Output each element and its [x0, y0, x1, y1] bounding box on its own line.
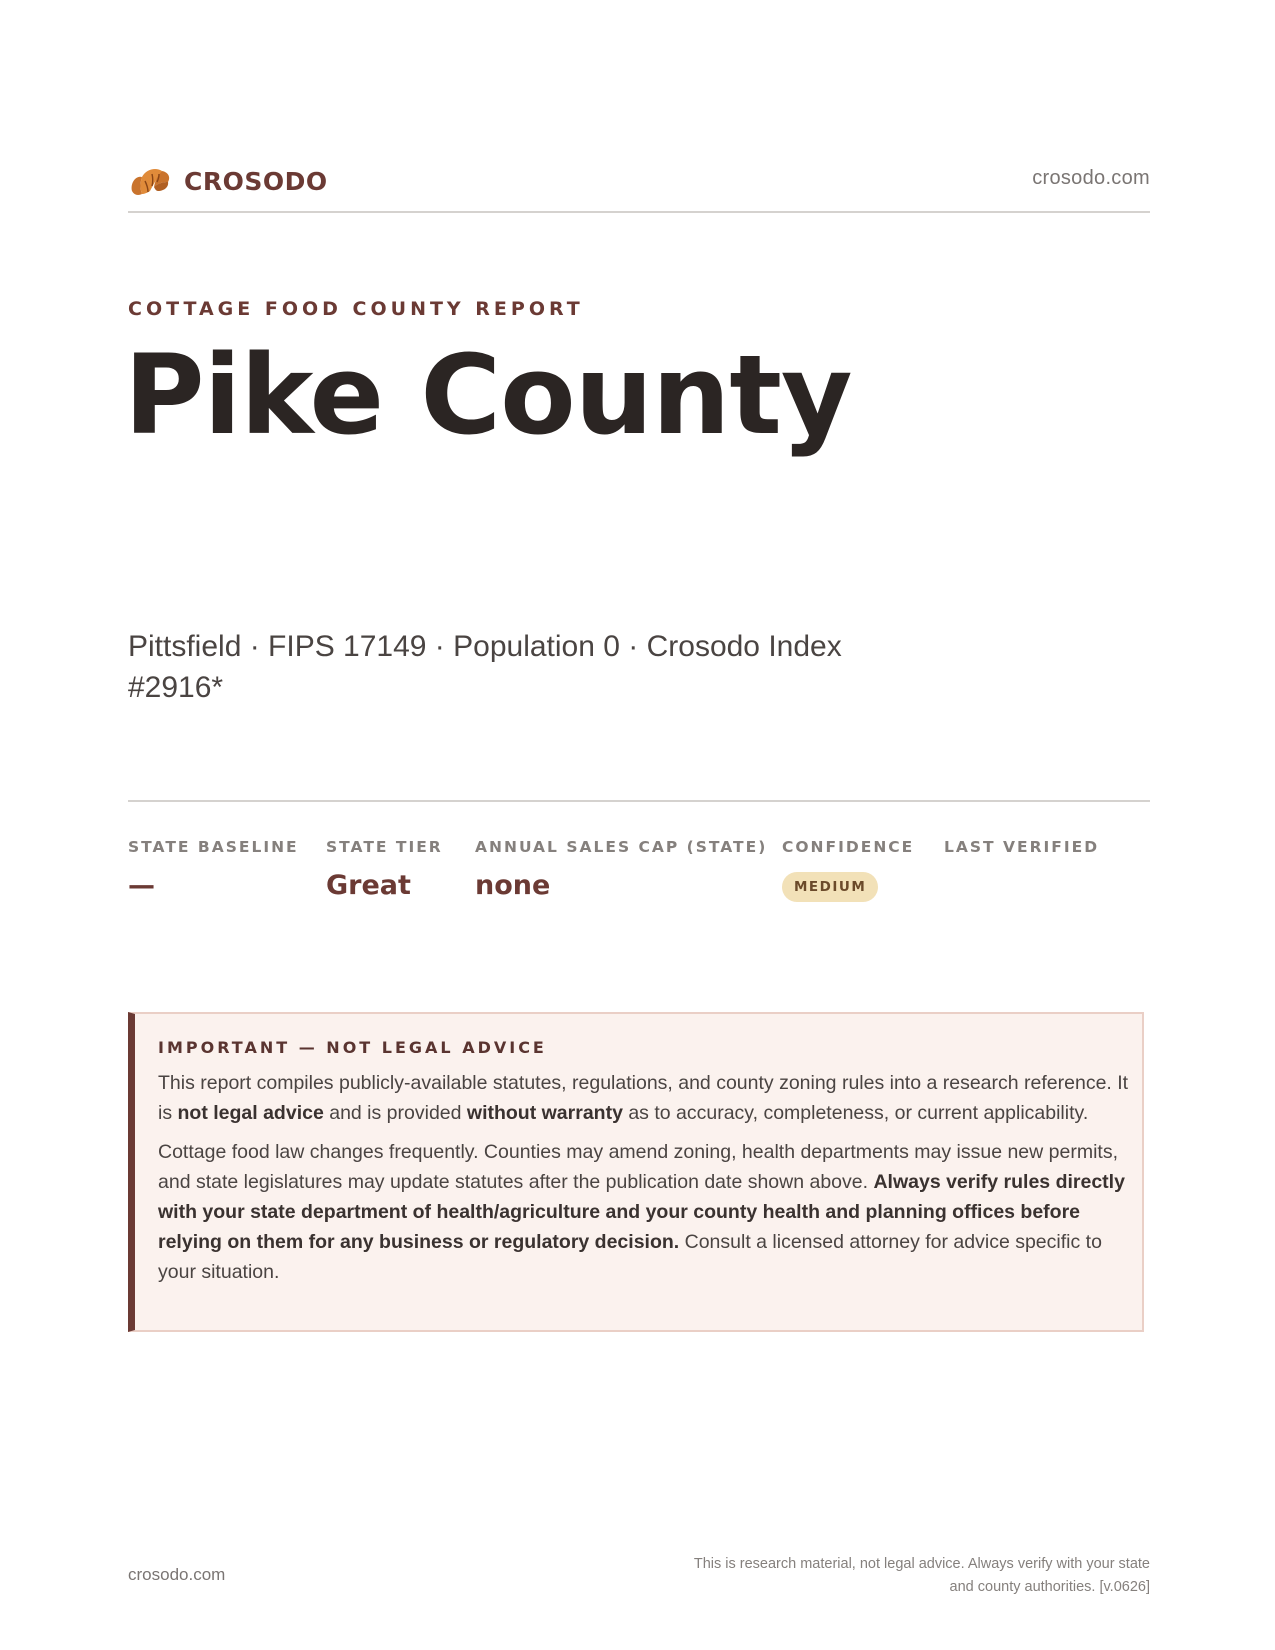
page-title: Pike County: [124, 331, 852, 459]
report-page: [124, 0, 1150, 1650]
notice-emphasis: Always verify rules directly with your state department of health/agriculture and your county health and planning offices before relying on them for any business or regulatory decision.: [158, 1171, 1125, 1253]
croissant-icon: [128, 161, 172, 201]
stat-label: STATE TIER: [326, 838, 443, 856]
notice-text: This report compiles publicly-available statutes, regulations, and county zoning rules into a research reference. It is: [158, 1072, 1129, 1124]
notice-paragraph: [158, 1137, 1133, 1287]
footer-disclaimer-line: This is research material, not legal advice. Always verify with your state: [693, 1556, 1150, 1572]
report-eyebrow: COTTAGE FOOD COUNTY REPORT: [128, 298, 584, 320]
notice-title: IMPORTANT — NOT LEGAL ADVICE: [158, 1038, 547, 1057]
notice-emphasis: not legal advice: [177, 1102, 324, 1124]
brand-logo[interactable]: [128, 161, 328, 201]
notice-body: [158, 1068, 1133, 1296]
footer-disclaimer-line: and county authorities. [v.0626]: [949, 1579, 1150, 1595]
stat-last-verified: [944, 838, 1099, 870]
footer-site-link[interactable]: crosodo.com: [128, 1565, 226, 1584]
notice-text: Consult a licensed attorney for advice specific to your situation.: [158, 1231, 1102, 1283]
site-link[interactable]: crosodo.com: [1032, 167, 1150, 189]
legal-notice: [128, 1012, 1144, 1332]
stat-state-baseline: [128, 838, 299, 901]
stat-label: CONFIDENCE: [782, 838, 915, 856]
notice-text: and is provided: [323, 1102, 467, 1124]
stat-confidence: [782, 838, 914, 902]
stat-value: none: [475, 870, 551, 901]
confidence-badge: MEDIUM: [782, 872, 878, 902]
notice-emphasis: without warranty: [466, 1102, 623, 1124]
notice-paragraph: [158, 1068, 1133, 1128]
footer-disclaimer: [590, 1553, 1150, 1599]
stat-value: —: [128, 870, 155, 901]
notice-text: Cottage food law changes frequently. Counties may amend zoning, health departments may issue new permits, and state legislatures may update statutes after the publication date shown above.: [158, 1141, 1118, 1193]
notice-text: as to accuracy, completeness, or current applicability.: [622, 1102, 1089, 1124]
stat-annual-sales-cap: [475, 838, 767, 901]
brand-name: CROSODO: [184, 166, 328, 196]
stat-state-tier: [326, 838, 443, 901]
page-header: [128, 155, 1150, 213]
stat-label: ANNUAL SALES CAP (STATE): [475, 838, 768, 856]
section-divider: [128, 800, 1150, 802]
report-subtitle: Pittsfield · FIPS 17149 · Population 0 · Crosodo Index #2916*: [128, 630, 842, 704]
stat-label: LAST VERIFIED: [944, 838, 1100, 856]
stat-value: Great: [326, 870, 411, 901]
stat-label: STATE BASELINE: [128, 838, 299, 856]
